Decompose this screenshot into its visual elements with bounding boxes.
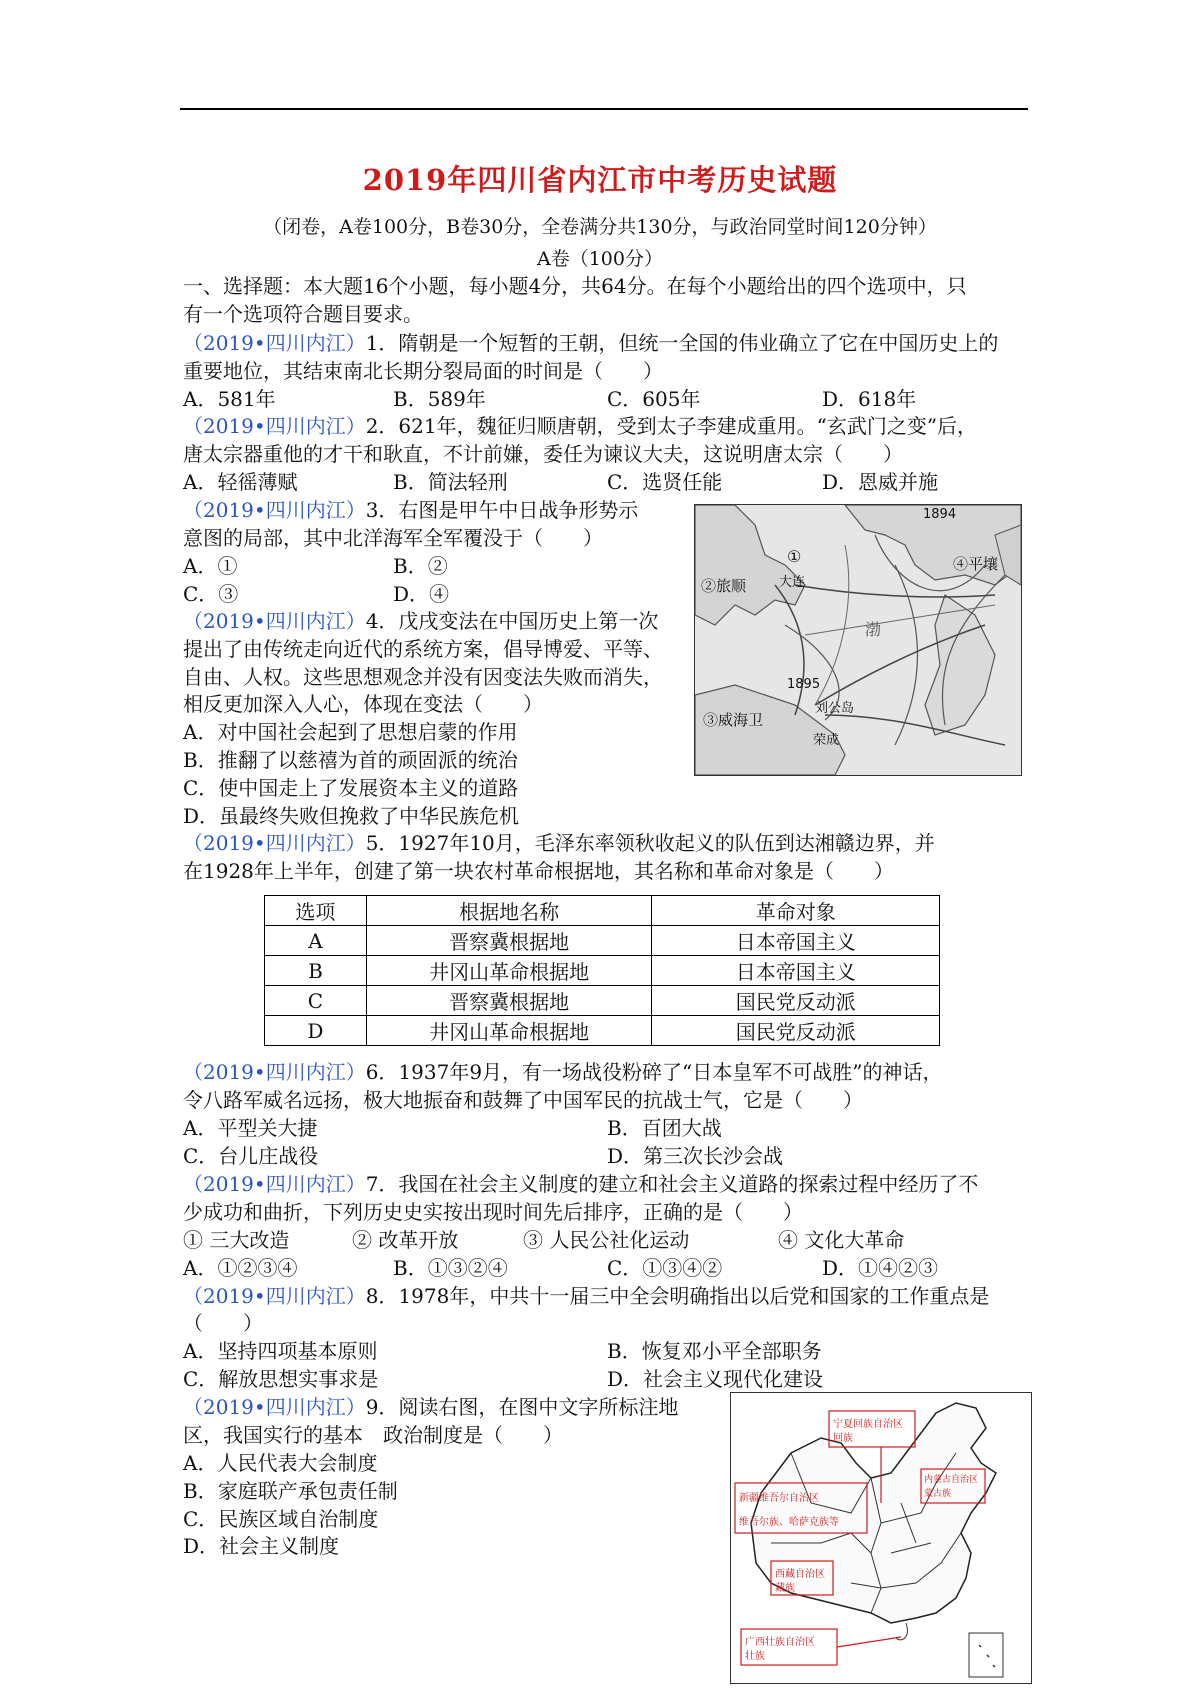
q7-line-1 [183,1170,978,1198]
q3-option-b[interactable]: B．② [393,554,448,578]
q3-option-a[interactable]: A．① [183,554,238,578]
map2-label-zhuang: 壮族 [745,1651,765,1662]
q3-text-1: 3．右图是甲午中日战争形势示 [365,498,639,522]
table-cell: 日本帝国主义 [652,956,940,986]
q9-line-2: 区，我国实行的基本 政治制度是（ ） [183,1423,563,1447]
q8-text-1: 8．1978年，中共十一届三中全会明确指出以后党和国家的工作重点是 [365,1284,990,1308]
q1-source: （2019•四川内江） [183,331,366,355]
q9-option-c[interactable]: C．民族区域自治制度 [183,1507,379,1531]
map1-label-rongcheng: 荣成 [813,733,840,748]
q3-line-2: 意图的局部，其中北洋海军全军覆没于（ ） [183,526,603,550]
q1-line-2: 重要地位，其结束南北长期分裂局面的时间是（ ） [183,359,663,383]
map1-label-sea: 渤 [865,620,882,639]
table-row[interactable] [265,956,940,986]
q7-line-2: 少成功和曲折，下列历史史实按出现时间先后排序，正确的是（ ） [183,1200,803,1224]
intro-line-1: 一、选择题：本大题16个小题，每小题4分，共64分。在每个小题给出的四个选项中，只 [183,274,967,298]
q3-option-d[interactable]: D．④ [393,582,450,606]
q7-text-1: 7．我国在社会主义制度的建立和社会主义道路的探索过程中经历了不 [365,1172,979,1196]
map2-label-xizang: 西藏自治区 [775,1569,825,1580]
q1-line-1 [183,329,998,357]
q5-line-2: 在1928年上半年，创建了第一块农村革命根据地，其名称和革命对象是（ ） [183,859,894,883]
page-title: 2019年四川省内江市中考历史试题 [362,163,838,197]
q3-line-1 [183,496,638,524]
q9-line-1 [183,1393,678,1421]
table-cell: 国民党反动派 [652,986,940,1016]
q7-option-b[interactable]: B．①③②④ [393,1256,508,1280]
map2-label-ningxia: 宁夏回族自治区 [833,1419,903,1430]
q2-option-a[interactable]: A．轻徭薄赋 [183,470,298,494]
q9-text-1: 9．阅读右图，在图中文字所标注地 [365,1395,679,1419]
sino-japanese-war-map [694,504,1022,776]
map2-label-xjpeople: 维吾尔族、哈萨克族等 [739,1517,839,1528]
q1-option-b[interactable]: B．589年 [393,387,486,411]
q6-option-a[interactable]: A．平型关大捷 [183,1116,318,1140]
table-row[interactable] [265,986,940,1016]
q8-option-b[interactable]: B．恢复邓小平全部职务 [607,1339,822,1363]
q1-option-a[interactable]: A．581年 [183,387,276,411]
q5-options-table [264,895,940,1046]
q8-line-1 [183,1282,989,1310]
table-cell: C [265,986,367,1016]
q4-option-a[interactable]: A．对中国社会起到了思想启蒙的作用 [183,720,518,744]
table-cell: B [265,956,367,986]
q4-line-1 [183,607,658,635]
table-cell: A [265,926,367,956]
table-cell: 井冈山革命根据地 [366,956,652,986]
q5-line-1 [183,829,935,857]
map1-label-1894: 1894 [923,507,957,522]
q7-item-4: ④ 文化大革命 [778,1228,905,1252]
map1-label-4: ④平壤 [953,555,999,573]
q7-option-d[interactable]: D．①④②③ [822,1256,939,1280]
map2-label-meng: 蒙古族 [924,1489,952,1499]
q7-item-1: ① 三大改造 [183,1228,290,1252]
q4-option-b[interactable]: B．推翻了以慈禧为首的顽固派的统治 [183,748,518,772]
q4-line-2: 提出了由传统走向近代的系统方案，倡导博爱、平等、 [183,637,663,661]
table-cell: 井冈山革命根据地 [366,1016,652,1046]
table-header: 革命对象 [652,896,940,926]
map2-label-guangxi: 广西壮族自治区 [745,1637,815,1648]
q6-option-c[interactable]: C．台儿庄战役 [183,1144,319,1168]
q1-option-c[interactable]: C．605年 [607,387,701,411]
table-cell: D [265,1016,367,1046]
q3-source: （2019•四川内江） [183,498,366,522]
q1-option-d[interactable]: D．618年 [822,387,917,411]
q9-option-b[interactable]: B．家庭联产承包责任制 [183,1479,398,1503]
q2-text-1: 2．621年，魏征归顺唐朝，受到太子李建成重用。“玄武门之变”后， [365,414,978,438]
table-row[interactable] [265,926,940,956]
q9-source: （2019•四川内江） [183,1395,366,1419]
q2-option-d[interactable]: D．恩威并施 [822,470,939,494]
map1-label-liugong: 刘公岛 [815,701,855,716]
q4-option-d[interactable]: D．虽最终失败但挽救了中华民族危机 [183,804,520,828]
table-header: 选项 [265,896,367,926]
table-cell: 国民党反动派 [652,1016,940,1046]
war-map-graphic [695,505,1021,775]
q5-source: （2019•四川内江） [183,831,366,855]
q6-source: （2019•四川内江） [183,1060,366,1084]
map1-label-1: ① [787,547,802,566]
q4-line-3: 自由、人权。这些思想观念并没有因变法失败而消失， [183,665,663,689]
q2-option-b[interactable]: B．简法轻刑 [393,470,508,494]
map1-label-dalian: 大连 [779,575,806,590]
q1-text-1: 1．隋朝是一个短暂的王朝，但统一全国的伟业确立了它在中国历史上的 [365,331,999,355]
q4-option-c[interactable]: C．使中国走上了发展资本主义的道路 [183,776,519,800]
exam-subtitle: （闭卷，A卷100分，B卷30分，全卷满分共130分，与政治同堂时间120分钟） [263,216,937,238]
q7-item-3: ③ 人民公社化运动 [523,1228,690,1252]
q2-line-2: 唐太宗器重他的才干和耿直，不计前嫌，委任为谏议大夫，这说明唐太宗（ ） [183,442,903,466]
q4-line-4: 相反更加深入人心，体现在变法（ ） [183,692,543,716]
table-cell: 日本帝国主义 [652,926,940,956]
q2-source: （2019•四川内江） [183,414,366,438]
q6-line-1 [183,1058,943,1086]
q9-option-a[interactable]: A．人民代表大会制度 [183,1451,378,1475]
map1-label-3: ③威海卫 [703,711,764,729]
header-rule [180,108,1028,110]
q6-text-1: 6．1937年9月，有一场战役粉碎了“日本皇军不可战胜”的神话， [365,1060,943,1084]
map1-label-1895: 1895 [787,677,821,692]
q9-option-d[interactable]: D．社会主义制度 [183,1534,340,1558]
q7-option-a[interactable]: A．①②③④ [183,1256,298,1280]
q8-line-2: （ ） [183,1311,263,1335]
q8-source: （2019•四川内江） [183,1284,366,1308]
q6-line-2: 令八路军威名远扬，极大地振奋和鼓舞了中国军民的抗战士气，它是（ ） [183,1088,863,1112]
map1-label-2: ②旅顺 [701,577,747,595]
table-header-row [265,896,940,926]
map2-label-hui: 回族 [833,1433,853,1444]
intro-line-2: 有一个选项符合题目要求。 [183,302,423,326]
map2-label-neimeng: 内蒙古自治区 [924,1475,979,1485]
q8-option-c[interactable]: C．解放思想实事求是 [183,1367,379,1391]
q6-option-d[interactable]: D．第三次长沙会战 [607,1144,784,1168]
q3-option-c[interactable]: C．③ [183,582,239,606]
q6-option-b[interactable]: B．百团大战 [607,1116,722,1140]
q5-text-1: 5．1927年10月，毛泽东率领秋收起义的队伍到达湘赣边界，并 [365,831,935,855]
q2-line-1 [183,412,977,440]
map2-label-zang: 藏族 [775,1583,795,1594]
q8-option-a[interactable]: A．坚持四项基本原则 [183,1339,378,1363]
table-cell: 晋察冀根据地 [366,926,652,956]
q7-source: （2019•四川内江） [183,1172,366,1196]
q2-option-c[interactable]: C．选贤任能 [607,470,723,494]
china-autonomous-regions-map [730,1392,1032,1684]
q7-option-c[interactable]: C．①③④② [607,1256,723,1280]
map2-label-xinjiang: 新疆维吾尔自治区 [739,1493,819,1504]
q7-item-2: ② 改革开放 [352,1228,459,1252]
table-header: 根据地名称 [366,896,652,926]
table-cell: 晋察冀根据地 [366,986,652,1016]
table-row[interactable] [265,1016,940,1046]
q4-source: （2019•四川内江） [183,609,366,633]
section-a-heading: A卷（100分） [537,248,663,270]
q8-option-d[interactable]: D．社会主义现代化建设 [607,1367,824,1391]
q4-text-1: 4．戊戌变法在中国历史上第一次 [365,609,659,633]
